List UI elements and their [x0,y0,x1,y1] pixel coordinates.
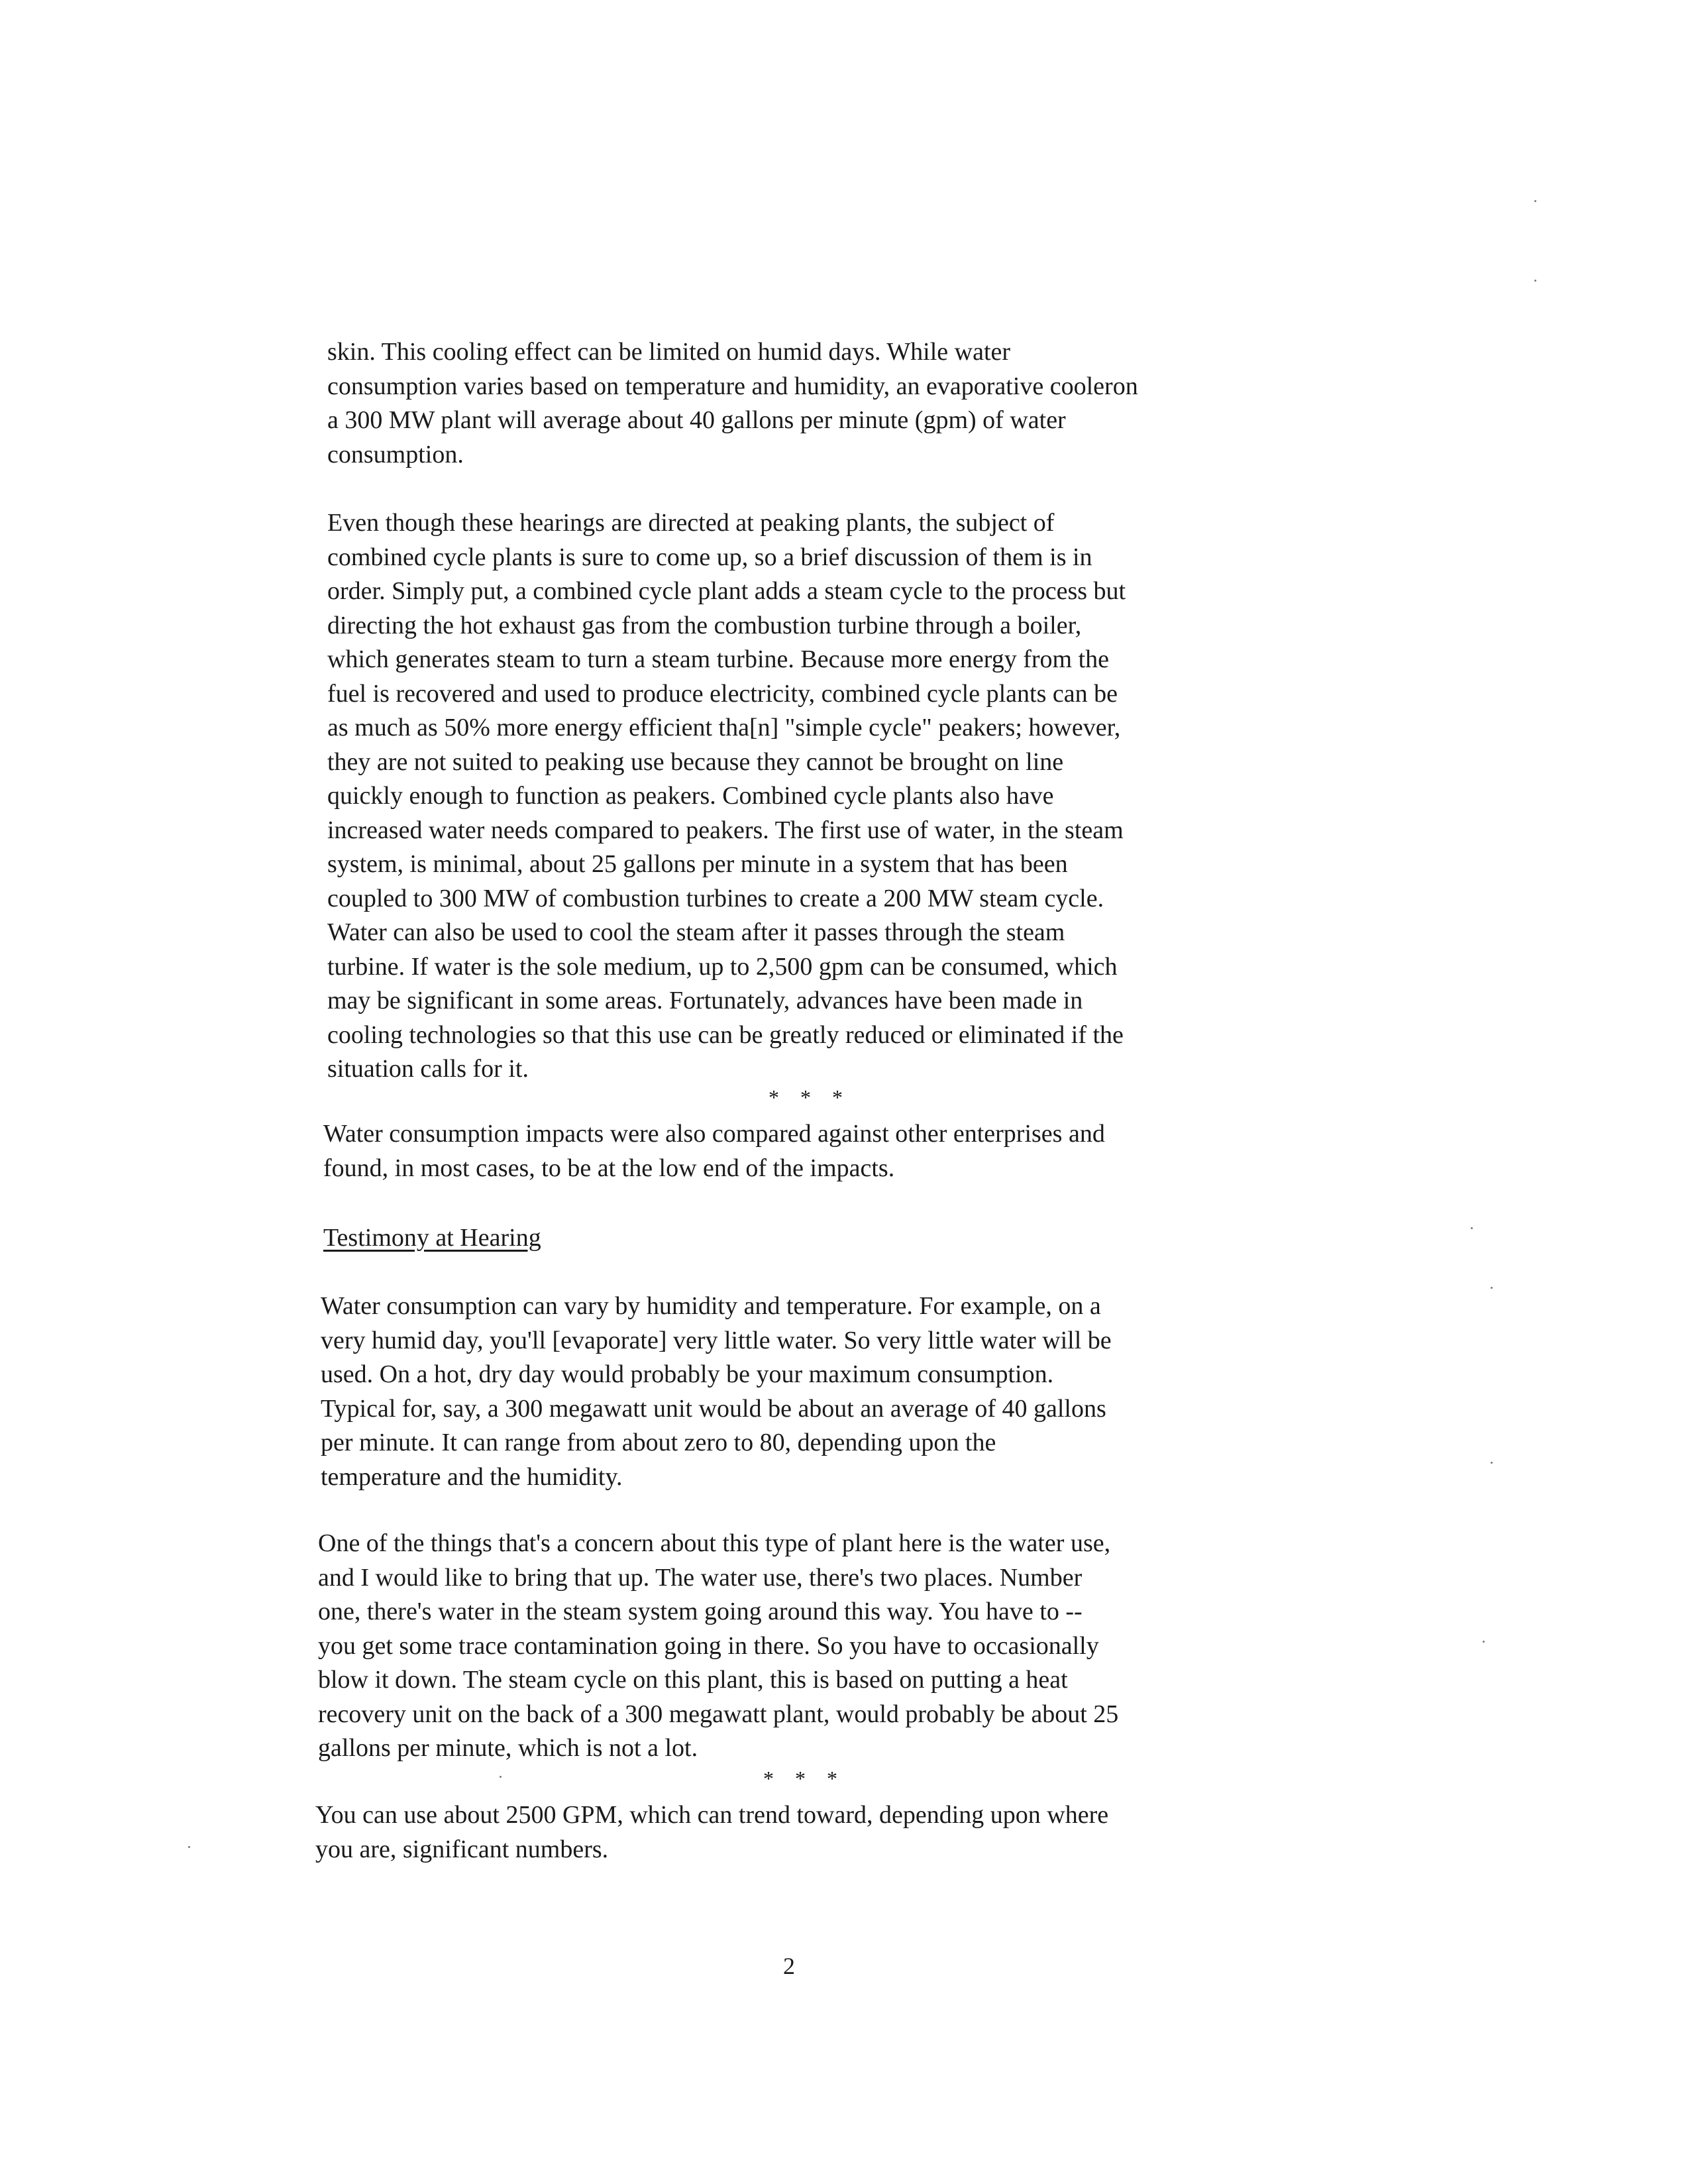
text-line: gallons per minute, which is not a lot. [318,1734,698,1762]
text-line: Water can also be used to cool the steam after it passes through the steam [327,918,1065,946]
text-line: situation calls for it. [327,1055,529,1083]
scan-speck [1491,1287,1493,1289]
text-line: as much as 50% more energy efficient tha[n] "simple cycle" peakers; however, [327,714,1121,741]
page-number: 2 [783,1953,795,1979]
text-line: found, in most cases, to be at the low end of the impacts. [323,1154,895,1182]
text-line: Typical for, say, a 300 megawatt unit would be about an average of 40 gallons [321,1394,1106,1423]
text-line: You can use about 2500 GPM, which can trend toward, depending upon where [315,1801,1109,1829]
text-line: and I would like to bring that up. The water use, there's two places. Number [318,1563,1083,1592]
text-line: they are not suited to peaking use because they cannot be brought on line [327,747,1064,776]
text-line: One of the things that's a concern about this type of plant here is the water use, [318,1529,1111,1557]
text-line: one, there's water in the steam system going around this way. You have to -- [318,1598,1083,1625]
scan-speck [1534,200,1536,202]
text-line: Even though these hearings are directed at peaking plants, the subject of [327,509,1055,537]
text-line: coupled to 300 MW of combustion turbines to create a 200 MW steam cycle. [327,884,1104,912]
scan-speck [1471,1227,1473,1229]
text-line: skin. This cooling effect can be limited on humid days. While water [327,338,1011,366]
text-line: consumption varies based on temperature and humidity, an evaporative cooleron [327,372,1138,400]
text-line: used. On a hot, dry day would probably be your maximum consumption. [321,1360,1054,1388]
text-line: may be significant in some areas. Fortunately, advances have been made in [327,987,1083,1014]
text-line: a 300 MW plant will average about 40 gallons per minute (gpm) of water [327,406,1066,434]
paragraph-testimony-3 [315,1798,1108,1867]
section-heading: Testimony at Hearing [323,1224,541,1252]
text-line: you are, significant numbers. [315,1835,609,1863]
text-line: combined cycle plants is sure to come up, so a brief discussion of them is in [327,543,1092,571]
text-line: Water consumption impacts were also compared against other enterprises and [323,1120,1105,1148]
text-line: per minute. It can range from about zero to 80, depending upon the [321,1429,996,1456]
text-line: system, is minimal, about 25 gallons per minute in a system that has been [327,850,1068,878]
paragraph-testimony-2 [318,1527,1118,1766]
text-line: which generates steam to turn a steam turbine. Because more energy from the [327,645,1110,673]
text-line: cooling technologies so that this use can be greatly reduced or eliminated if the [327,1020,1124,1049]
scan-speck [1491,1462,1493,1464]
text-line: recovery unit on the back of a 300 megawatt plant, would probably be about 25 [318,1700,1119,1728]
text-line: you get some trace contamination going in there. So you have to occasionally [318,1631,1099,1660]
scan-speck [188,1846,190,1848]
text-line: turbine. If water is the sole medium, up to 2,500 gpm can be consumed, which [327,952,1118,981]
text-line: Water consumption can vary by humidity and temperature. For example, on a [321,1292,1101,1320]
text-line: order. Simply put, a combined cycle plant adds a steam cycle to the process but [327,577,1126,605]
section-separator: * * * [763,1767,845,1790]
paragraph-evaporative-cooling [327,335,1138,472]
text-line: very humid day, you'll [evaporate] very little water. So very little water will be [321,1326,1112,1354]
paragraph-comparison [323,1117,1105,1185]
scan-speck [500,1776,502,1778]
text-line: quickly enough to function as peakers. Combined cycle plants also have [327,782,1054,810]
text-line: blow it down. The steam cycle on this plant, this is based on putting a heat [318,1666,1068,1694]
text-line: temperature and the humidity. [321,1462,623,1491]
text-line: directing the hot exhaust gas from the combustion turbine through a boiler, [327,611,1082,639]
text-line: consumption. [327,440,464,468]
scan-speck [1483,1641,1485,1643]
section-separator: * * * [768,1085,851,1109]
scan-speck [1534,280,1536,282]
paragraph-testimony-1 [321,1289,1112,1494]
text-line: increased water needs compared to peakers. The first use of water, in the steam [327,816,1124,844]
paragraph-combined-cycle [327,506,1126,1087]
text-line: fuel is recovered and used to produce electricity, combined cycle plants can be [327,679,1118,708]
